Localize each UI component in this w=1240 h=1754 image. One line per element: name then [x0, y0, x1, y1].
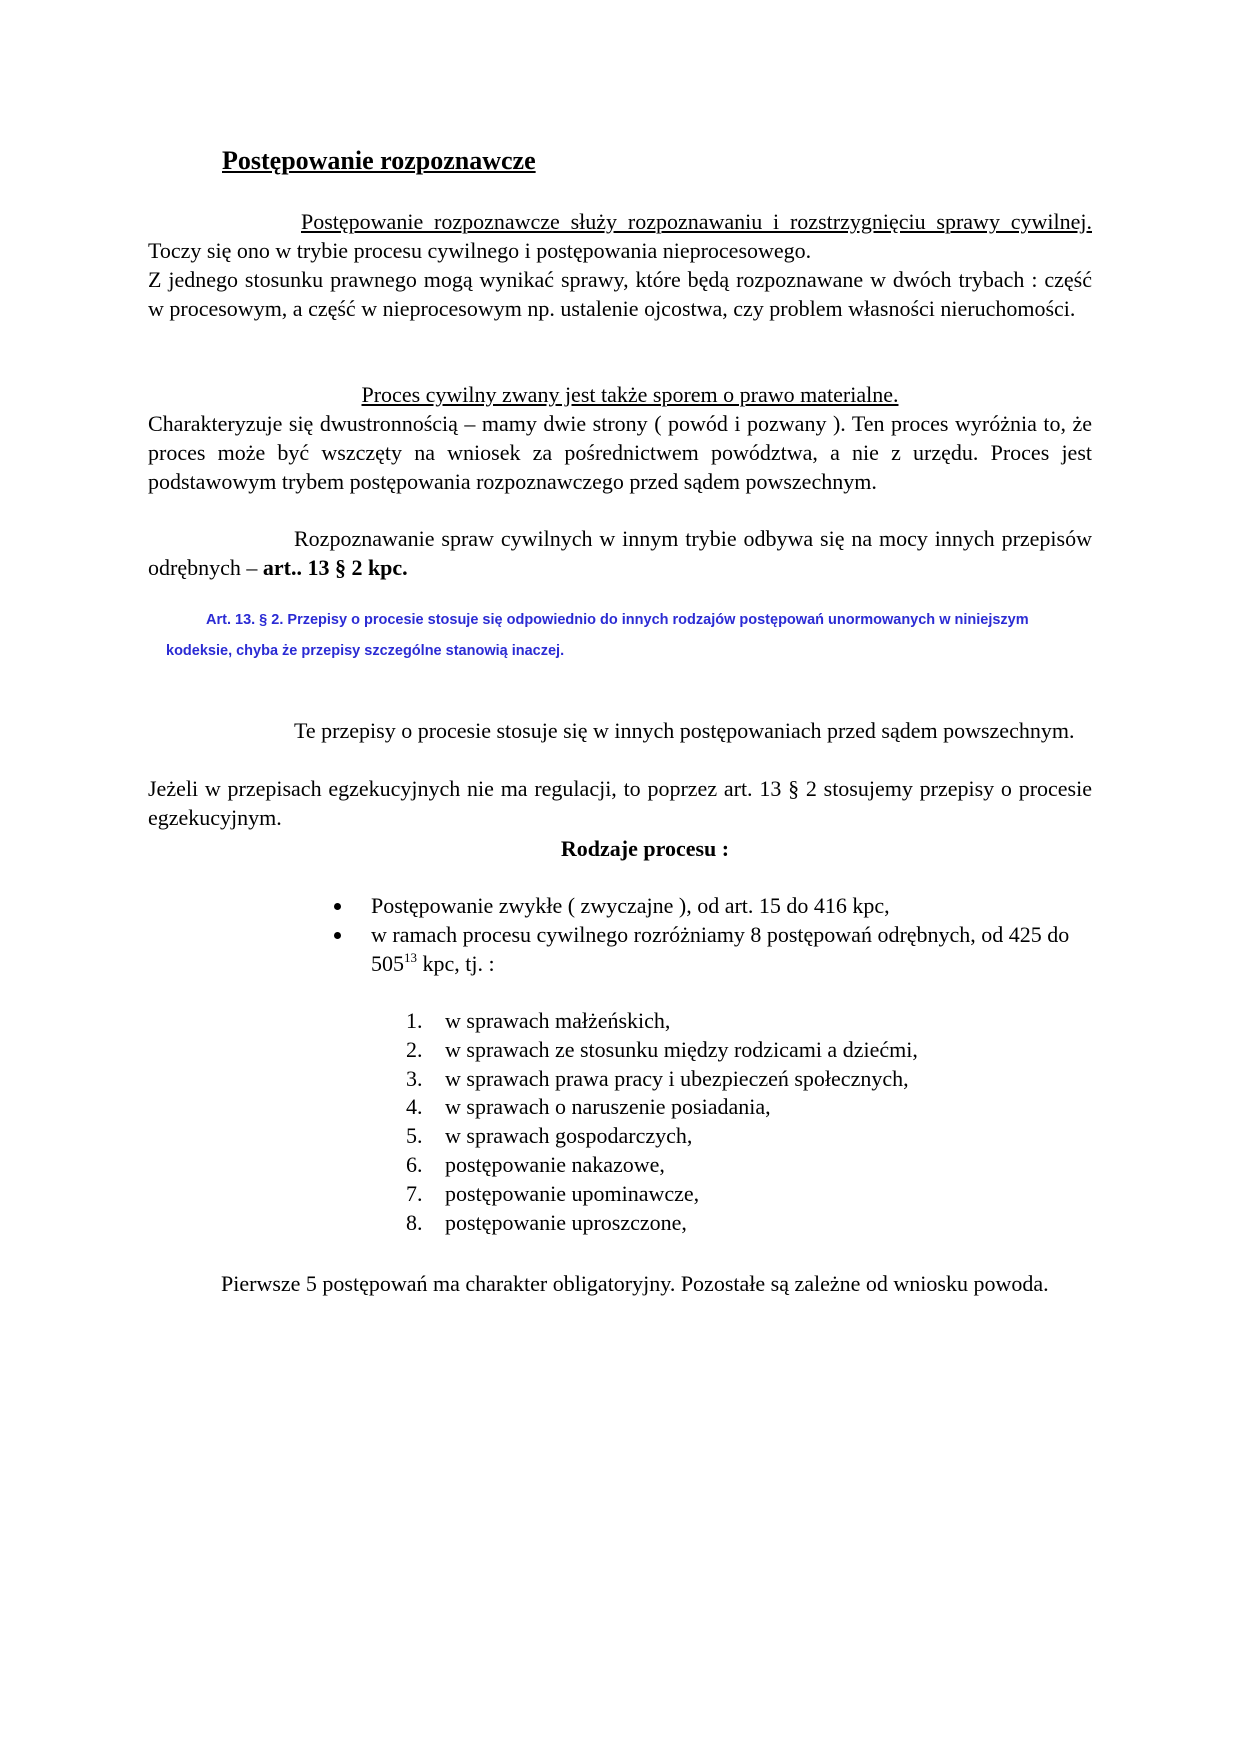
quoted-article [166, 605, 1096, 667]
bullet-2-tail: kpc, tj. : [417, 950, 495, 976]
apply-paragraph: Te przepisy o procesie stosuje się w innych postępowaniach przed sądem powszechnym. [294, 718, 1075, 743]
list-item [148, 1209, 1092, 1238]
bullet-2-superscript: 13 [404, 949, 417, 965]
list-item [148, 1151, 1092, 1180]
list-item [148, 892, 1092, 921]
item-number: 6. [406, 1151, 423, 1177]
process-paragraph-2 [148, 525, 1092, 583]
bullet-1-text: Postępowanie zwykłe ( zwyczajne ), od art. 15 do 416 kpc, [371, 893, 890, 918]
list-item [148, 1093, 1092, 1122]
bullet-icon [334, 932, 341, 939]
item-text: w sprawach o naruszenie posiadania, [445, 1094, 771, 1120]
quote-line-2: kodeksie, chyba że przepisy szczególne stanowią inaczej. [166, 643, 565, 659]
intro-paragraph-2: Z jednego stosunku prawnego mogą wynikać sprawy, które będą rozpoznawane w dwóch trybach : część w procesowym, a część w nieprocesowym np. ustalenie ojcostwa, czy problem własności nieruchomości. [148, 267, 1092, 321]
process-heading-text: Proces cywilny zwany jest także sporem o prawo materialne. [361, 382, 899, 407]
item-number: 8. [406, 1209, 423, 1235]
list-item [148, 1007, 1092, 1036]
list-item [148, 1180, 1092, 1209]
apply-paragraph-2: Jeżeli w przepisach egzekucyjnych nie ma regulacji, to poprzez art. 13 § 2 stosujemy przepisy o procesie egzekucyjnym. [148, 776, 1092, 830]
item-text: w sprawach gospodarczych, [445, 1123, 693, 1149]
item-number: 7. [406, 1180, 423, 1206]
types-heading: Rodzaje procesu : [560, 836, 730, 861]
item-text: w sprawach ze stosunku między rodzicami a dziećmi, [445, 1036, 918, 1062]
item-number: 5. [406, 1123, 423, 1149]
item-text: w sprawach prawa pracy i ubezpieczeń społecznych, [445, 1065, 909, 1091]
item-number: 2. [406, 1036, 423, 1062]
bullet-icon [334, 903, 341, 910]
page-title: Postępowanie rozpoznawcze [222, 146, 536, 175]
item-number: 3. [406, 1065, 423, 1091]
article-reference: art.. 13 § 2 kpc. [262, 554, 408, 580]
list-item [148, 1065, 1092, 1094]
list-item [148, 921, 1092, 979]
item-text: postępowanie nakazowe, [445, 1151, 665, 1177]
list-item [148, 1036, 1092, 1065]
item-text: postępowanie uproszczone, [445, 1209, 687, 1235]
process-heading [148, 381, 1092, 410]
bullet-2-text: w ramach procesu cywilnego rozróżniamy 8 postępowań odrębnych, od 425 do 505 [371, 921, 1070, 976]
intro-paragraph [148, 208, 1092, 266]
intro-rest: Toczy się ono w trybie procesu cywilnego i postępowania nieprocesowego. [148, 237, 812, 263]
list-item [148, 1122, 1092, 1151]
quote-line-1: Art. 13. § 2. Przepisy o procesie stosuje się odpowiednio do innych rodzajów postępowań unormowanych w niniejszym [206, 612, 1029, 628]
closing-paragraph: Pierwsze 5 postępowań ma charakter obligatoryjny. Pozostałe są zależne od wniosku powoda. [221, 1271, 1049, 1296]
types-bullet-list [148, 892, 1092, 978]
item-text: w sprawach małżeńskich, [445, 1008, 671, 1033]
process-paragraph-2-lead: Rozpoznawanie spraw cywilnych w innym trybie odbywa się na mocy innych przepisów odrębnych – [148, 526, 1092, 580]
item-number: 4. [406, 1094, 423, 1120]
process-paragraph: Charakteryzuje się dwustronnością – mamy dwie strony ( powód i pozwany ). Ten proces wyróżnia to, że proces może być wszczęty na wniosek za pośrednictwem powództwa, a nie z urzędu. Proces jest podstawowym trybem postępowania rozpoznawczego przed sądem powszechnym. [148, 411, 1092, 494]
item-text: postępowanie upominawcze, [445, 1180, 700, 1206]
numbered-list [148, 1007, 1092, 1237]
item-number: 1. [406, 1008, 423, 1033]
intro-underlined-lead: Postępowanie rozpoznawcze służy rozpoznawaniu i rozstrzygnięciu sprawy cywilnej. [301, 209, 1092, 234]
